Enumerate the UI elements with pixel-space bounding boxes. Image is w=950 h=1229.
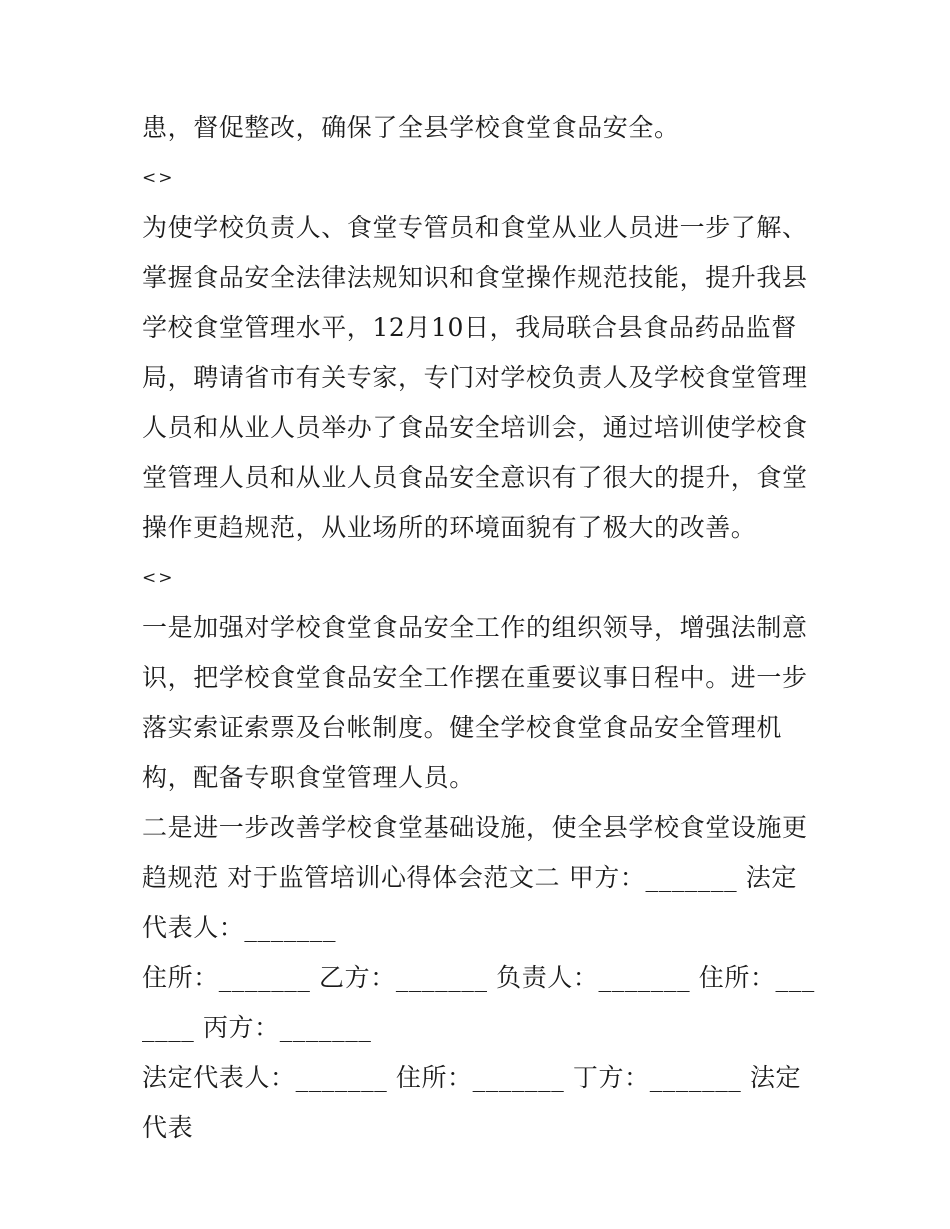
paragraph-training: 为使学校负责人、食堂专管员和食堂从业人员进一步了解、掌握食品安全法律法规知识和食堂操作规范技能，提升我县学校食堂管理水平，12月10日，我局联合县食品药品监督局，聘请省市有关专家，专门对学校负责人及学校食堂管理人员和从业人员举办了食品安全培训会，通过培训使学校食堂管理人员和从业人员食品安全意识有了很大的提升，食堂操作更趋规范，从业场所的环境面貌有了极大的改善。 [142, 213, 808, 542]
paragraph-point-two: 二是进一步改善学校食堂基础设施，使全县学校食堂设施更趋规范 对于监管培训心得体会范文二 甲方：_______ 法定代表人：_______ [142, 813, 808, 942]
paragraph-parties-continued: 法定代表人：_______ 住所：_______ 丁方：_______ 法定代表 [142, 1063, 802, 1142]
section-marker: <> [142, 568, 175, 588]
paragraph-parties: 住所：_______ 乙方：_______ 负责人：_______ 住所：_______ 丙方：_______ [142, 963, 815, 1042]
section-marker: <> [142, 168, 175, 188]
document-body [142, 103, 822, 1153]
paragraph-continuation: 患，督促整改，确保了全县学校食堂食品安全。 [142, 113, 680, 142]
paragraph-point-one: 一是加强对学校食堂食品安全工作的组织领导，增强法制意识，把学校食堂食品安全工作摆在重要议事日程中。进一步落实索证索票及台帐制度。健全学校食堂食品安全管理机构，配备专职食堂管理人员。 [142, 613, 808, 792]
